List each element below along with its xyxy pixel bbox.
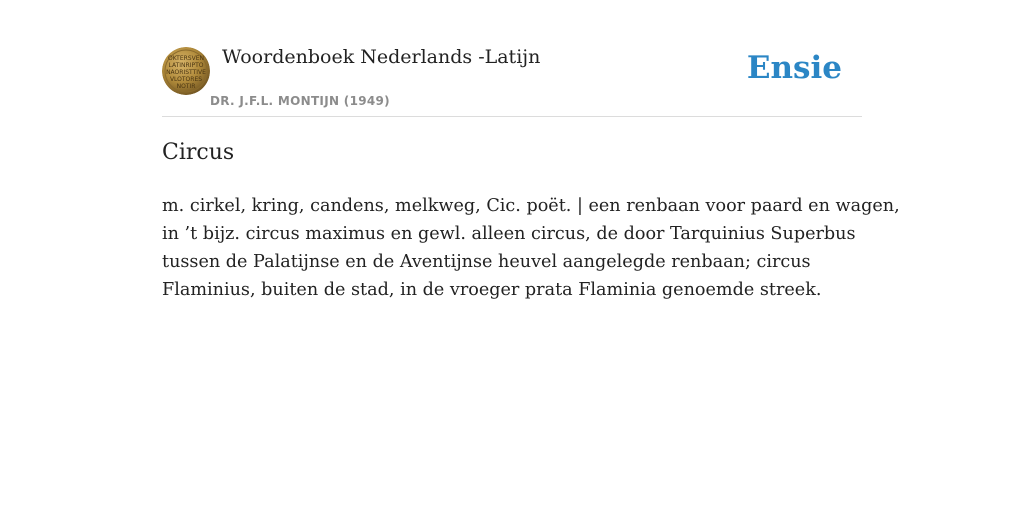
dictionary-author: DR. J.F.L. MONTIJN (1949) xyxy=(210,94,390,108)
definition-line: Flaminius, buiten de stad, in de vroeger prata Flaminia genoemde streek. xyxy=(162,280,822,300)
logo-inscription: OKTERSVEN xyxy=(167,55,205,62)
logo-inscription: LATINRIPTO xyxy=(168,62,204,69)
coin-inscription-icon xyxy=(162,47,210,95)
logo-inscription: NAORISTTIVE xyxy=(166,69,206,76)
dictionary-logo-icon[interactable] xyxy=(162,47,210,95)
dictionary-title[interactable]: Woordenboek Nederlands -Latijn xyxy=(222,46,541,68)
logo-inscription: VLOTORES xyxy=(169,76,203,83)
definition-line: in ’t bijz. circus maximus en gewl. alleen circus, de door Tarquinius Superbus xyxy=(162,224,856,244)
ensie-logo-link[interactable]: Ensie xyxy=(746,50,842,86)
definition-line: tussen de Palatijnse en de Aventijnse heuvel aangelegde renbaan; circus xyxy=(162,252,811,272)
logo-inscription: NOTIR xyxy=(176,83,196,90)
site-header xyxy=(162,40,862,117)
entry-title: Circus xyxy=(162,140,235,165)
definition-line: m. cirkel, kring, candens, melkweg, Cic. poët. | een renbaan voor paard en wagen, xyxy=(162,196,900,216)
entry-definition xyxy=(162,192,900,304)
